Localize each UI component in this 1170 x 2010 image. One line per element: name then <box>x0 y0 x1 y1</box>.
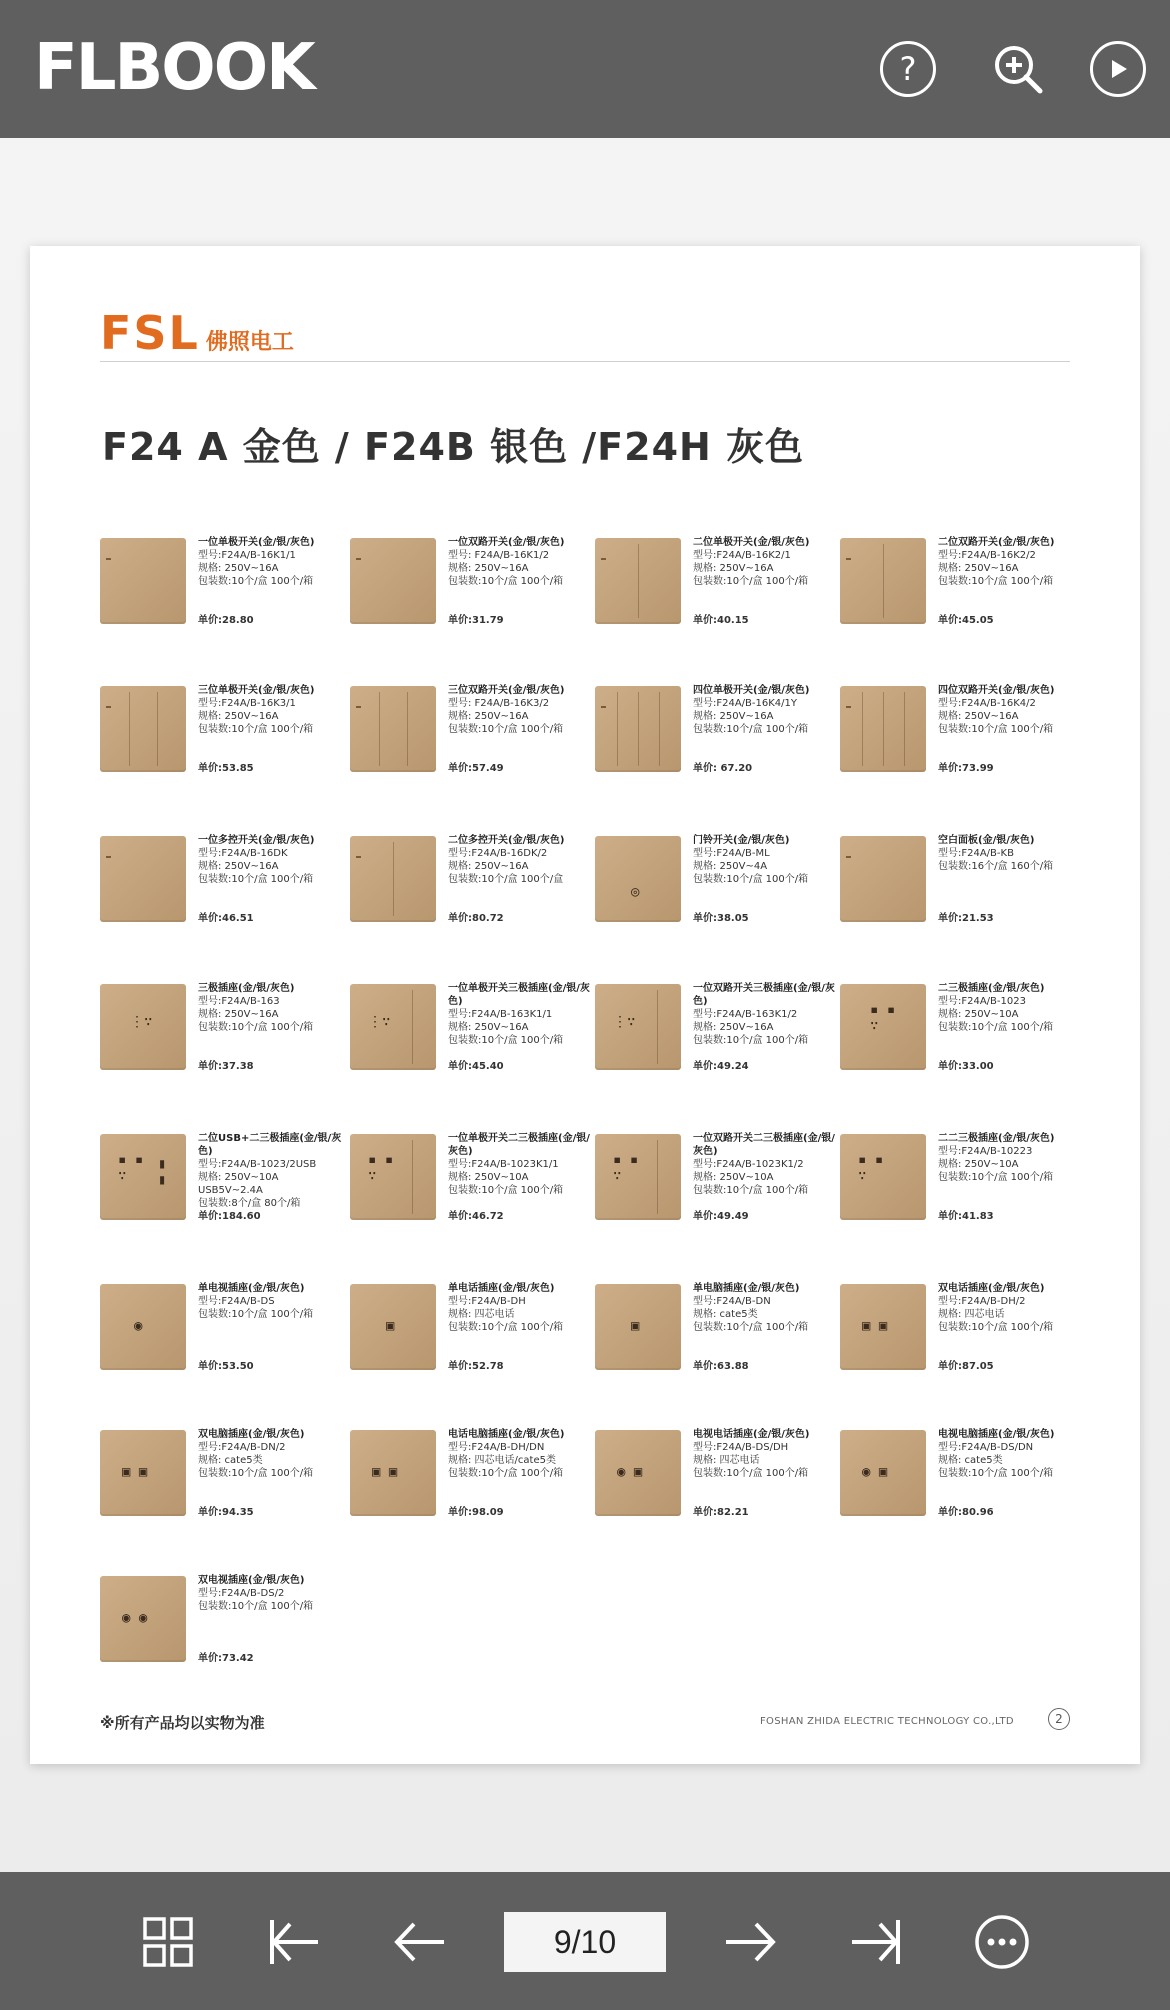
catalog-page <box>30 246 1140 1764</box>
product-model: 型号:F24A/B-1023K1/2 <box>693 1159 804 1170</box>
product-model: 型号:F24A/B-163K1/2 <box>693 1009 798 1020</box>
product-price: 单价:184.60 <box>198 1211 261 1222</box>
product-pack: 包装数:10个/盒 100个/箱 <box>198 1022 314 1033</box>
product-info <box>938 982 1083 1072</box>
product-name: 二三极插座(金/银/灰色) <box>938 983 1045 994</box>
footer-note: ※所有产品均以实物为准 <box>100 1714 265 1732</box>
product-name: 双电脑插座(金/银/灰色) <box>198 1429 305 1440</box>
product-info <box>198 1574 343 1664</box>
product-price: 单价:33.00 <box>938 1061 994 1072</box>
product-item <box>595 1428 840 1538</box>
product-pack: 包装数:10个/盒 100个/箱 <box>448 1322 564 1333</box>
product-pack: 包装数:10个/盒 100个/箱 <box>693 1185 809 1196</box>
product-model: 型号:F24A/B-DS/DH <box>693 1442 789 1453</box>
flbook-logo: FLBOOK <box>34 31 314 105</box>
product-info <box>198 834 343 924</box>
product-info <box>198 1132 343 1222</box>
product-model: 型号:F24A/B-16K2/1 <box>693 550 791 561</box>
product-item <box>840 834 1085 944</box>
product-image <box>840 686 926 772</box>
product-image: ⋮∵ <box>350 984 436 1070</box>
product-model: 型号:F24A/B-1023/2USB <box>198 1159 317 1170</box>
product-price: 单价:63.88 <box>693 1361 749 1372</box>
product-item <box>840 536 1085 646</box>
product-item <box>350 1428 595 1538</box>
product-model: 型号: F24A/B-16K3/2 <box>448 698 550 709</box>
product-model: 型号:F24A/B-DS <box>198 1296 275 1307</box>
product-name: 三极插座(金/银/灰色) <box>198 983 295 994</box>
product-image <box>100 686 186 772</box>
product-spec: 规格: 四芯电话 <box>938 1309 1005 1320</box>
top-toolbar <box>0 0 1170 138</box>
product-pack: 包装数:10个/盒 100个/箱 <box>693 1322 809 1333</box>
product-image: ⋮∵ <box>595 984 681 1070</box>
product-image: ▪ ▪ ∵ <box>840 1134 926 1220</box>
product-info <box>938 536 1083 626</box>
product-name: 双电话插座(金/银/灰色) <box>938 1283 1045 1294</box>
product-price: 单价:53.50 <box>198 1361 254 1372</box>
product-item <box>100 684 345 794</box>
product-model: 型号: F24A/B-16K1/2 <box>448 550 550 561</box>
page-number: 2 <box>1048 1708 1070 1730</box>
product-item <box>840 982 1085 1092</box>
product-image: ◎ <box>595 836 681 922</box>
product-model: 型号:F24A/B-DN <box>693 1296 771 1307</box>
product-image: ◉ <box>100 1284 186 1370</box>
product-info <box>693 684 838 774</box>
product-name: 双电视插座(金/银/灰色) <box>198 1575 305 1586</box>
product-image <box>595 538 681 624</box>
product-spec: 规格: cate5类 <box>693 1309 758 1320</box>
prev-page-icon[interactable] <box>388 1910 452 1974</box>
product-info <box>198 982 343 1072</box>
product-model: 型号:F24A/B-16DK <box>198 848 288 859</box>
product-image: ▣ <box>595 1284 681 1370</box>
product-pack: 包装数:8个/盒 80个/箱 <box>198 1198 301 1209</box>
product-price: 单价:37.38 <box>198 1061 254 1072</box>
product-item <box>840 1428 1085 1538</box>
product-pack: 包装数:10个/盒 100个/盒 <box>448 874 564 885</box>
product-info <box>448 684 593 774</box>
book-viewer[interactable] <box>0 138 1170 1872</box>
product-info <box>198 1282 343 1372</box>
product-spec: 规格: 250V~10A USB5V~2.4A <box>198 1172 279 1196</box>
product-image <box>595 686 681 772</box>
product-image: ▣ ▣ <box>100 1430 186 1516</box>
product-spec: 规格: 250V~10A <box>448 1172 529 1183</box>
product-price: 单价:45.40 <box>448 1061 504 1072</box>
product-spec: 规格: 250V~16A <box>198 563 279 574</box>
product-info <box>693 1428 838 1518</box>
product-info <box>938 834 1083 924</box>
product-price: 单价:53.85 <box>198 763 254 774</box>
product-image: ◉ ◉ <box>100 1576 186 1662</box>
product-name: 二位双路开关(金/银/灰色) <box>938 537 1055 548</box>
product-image <box>350 538 436 624</box>
product-pack: 包装数:10个/盒 100个/箱 <box>938 576 1054 587</box>
product-model: 型号:F24A/B-16K2/2 <box>938 550 1036 561</box>
product-model: 型号:F24A/B-163 <box>198 996 280 1007</box>
product-model: 型号:F24A/B-1023K1/1 <box>448 1159 559 1170</box>
product-pack: 包装数:10个/盒 100个/箱 <box>448 1035 564 1046</box>
product-pack: 包装数:10个/盒 100个/箱 <box>938 1322 1054 1333</box>
product-pack: 包装数:10个/盒 100个/箱 <box>693 724 809 735</box>
product-price: 单价:80.96 <box>938 1507 994 1518</box>
product-spec: 规格: 250V~16A <box>448 1022 529 1033</box>
product-item <box>840 684 1085 794</box>
product-info <box>693 1132 838 1222</box>
bottom-toolbar <box>0 1872 1170 2010</box>
product-model: 型号:F24A/B-KB <box>938 848 1014 859</box>
product-info <box>938 684 1083 774</box>
product-item <box>595 834 840 944</box>
product-name: 四位单极开关(金/银/灰色) <box>693 685 810 696</box>
product-item <box>100 834 345 944</box>
product-price: 单价:46.51 <box>198 913 254 924</box>
product-info <box>448 982 593 1072</box>
product-name: 一位单极开关二三极插座(金/银/灰色) <box>448 1133 590 1157</box>
product-price: 单价:98.09 <box>448 1507 504 1518</box>
product-name: 二二三极插座(金/银/灰色) <box>938 1133 1055 1144</box>
first-page-icon[interactable] <box>262 1910 326 1974</box>
product-spec: 规格: cate5类 <box>198 1455 263 1466</box>
product-name: 电视电脑插座(金/银/灰色) <box>938 1429 1055 1440</box>
product-model: 型号:F24A/B-DS/DN <box>938 1442 1034 1453</box>
product-pack: 包装数:10个/盒 100个/箱 <box>198 724 314 735</box>
product-spec: 包装数:10个/盒 100个/箱 <box>198 1309 314 1320</box>
product-pack: 包装数:10个/盒 100个/箱 <box>693 576 809 587</box>
product-model: 型号:F24A/B-DH/2 <box>938 1296 1026 1307</box>
product-price: 单价:38.05 <box>693 913 749 924</box>
product-item <box>595 536 840 646</box>
product-info <box>198 536 343 626</box>
product-image: ▪ ▪ ∵ <box>595 1134 681 1220</box>
product-spec: 规格: 四芯电话 <box>448 1309 515 1320</box>
product-spec: 规格: 250V~10A <box>693 1172 774 1183</box>
brand-name: FSL <box>100 306 200 360</box>
product-name: 空白面板(金/银/灰色) <box>938 835 1035 846</box>
product-item <box>100 1282 345 1392</box>
product-image <box>350 836 436 922</box>
product-spec: 规格: 250V~16A <box>448 861 529 872</box>
product-price: 单价: 67.20 <box>693 763 753 774</box>
product-item <box>840 1282 1085 1392</box>
product-spec: 规格: cate5类 <box>938 1455 1003 1466</box>
next-page-icon[interactable] <box>718 1910 782 1974</box>
help-icon[interactable]: ? <box>880 41 936 97</box>
product-name: 一位单极开关三极插座(金/银/灰色) <box>448 983 590 1007</box>
product-model: 型号:F24A/B-DH <box>448 1296 526 1307</box>
product-price: 单价:49.24 <box>693 1061 749 1072</box>
product-spec: 规格: 250V~16A <box>938 711 1019 722</box>
product-name: 三位单极开关(金/银/灰色) <box>198 685 315 696</box>
product-info <box>693 1282 838 1372</box>
product-item <box>350 982 595 1092</box>
product-name: 电视电话插座(金/银/灰色) <box>693 1429 810 1440</box>
product-image <box>100 836 186 922</box>
product-price: 单价:87.05 <box>938 1361 994 1372</box>
product-item <box>100 1132 345 1242</box>
last-page-icon[interactable] <box>844 1910 908 1974</box>
product-spec: 规格: 250V~16A <box>448 563 529 574</box>
product-price: 单价:28.80 <box>198 615 254 626</box>
product-item <box>100 1574 345 1684</box>
product-item <box>595 1132 840 1242</box>
product-info <box>198 1428 343 1518</box>
product-price: 单价:49.49 <box>693 1211 749 1222</box>
product-name: 一位双路开关三极插座(金/银/灰色) <box>693 983 835 1007</box>
product-pack: 包装数:10个/盒 100个/箱 <box>938 1022 1054 1033</box>
product-info <box>198 684 343 774</box>
product-spec: 规格: 250V~10A <box>938 1159 1019 1170</box>
product-info <box>448 536 593 626</box>
product-price: 单价:40.15 <box>693 615 749 626</box>
product-spec: 规格: 250V~16A <box>448 711 529 722</box>
product-name: 一位多控开关(金/银/灰色) <box>198 835 315 846</box>
product-spec: 规格: 250V~16A <box>198 1009 279 1020</box>
product-item <box>595 1282 840 1392</box>
product-pack: 包装数:10个/盒 100个/箱 <box>198 576 314 587</box>
more-icon[interactable] <box>970 1910 1034 1974</box>
product-name: 电话电脑插座(金/银/灰色) <box>448 1429 565 1440</box>
product-item <box>350 536 595 646</box>
thumbnails-icon[interactable] <box>136 1910 200 1974</box>
product-name: 单电话插座(金/银/灰色) <box>448 1283 555 1294</box>
product-pack: 包装数:10个/盒 100个/箱 <box>693 874 809 885</box>
product-model: 型号:F24A/B-16K3/1 <box>198 698 296 709</box>
product-spec: 规格: 250V~16A <box>693 563 774 574</box>
product-item <box>350 1132 595 1242</box>
product-model: 型号:F24A/B-10223 <box>938 1146 1033 1157</box>
product-model: 型号:F24A/B-16K4/1Y <box>693 698 798 709</box>
product-pack: 包装数:10个/盒 100个/箱 <box>693 1035 809 1046</box>
product-info <box>938 1428 1083 1518</box>
product-pack: 包装数:10个/盒 100个/箱 <box>198 1468 314 1479</box>
product-pack: 包装数:10个/盒 100个/箱 <box>938 1172 1054 1183</box>
product-info <box>448 834 593 924</box>
product-model: 型号:F24A/B-16DK/2 <box>448 848 548 859</box>
product-info <box>938 1282 1083 1372</box>
product-name: 二位多控开关(金/银/灰色) <box>448 835 565 846</box>
product-item <box>350 834 595 944</box>
product-model: 型号:F24A/B-163K1/1 <box>448 1009 553 1020</box>
product-price: 单价:73.99 <box>938 763 994 774</box>
product-pack: 包装数:10个/盒 100个/箱 <box>448 724 564 735</box>
product-spec: 规格: 四芯电话/cate5类 <box>448 1455 556 1466</box>
product-name: 单电脑插座(金/银/灰色) <box>693 1283 800 1294</box>
product-pack: 包装数:10个/盒 100个/箱 <box>693 1468 809 1479</box>
product-spec: 规格: 四芯电话 <box>693 1455 760 1466</box>
product-model: 型号:F24A/B-DN/2 <box>198 1442 286 1453</box>
product-price: 单价:21.53 <box>938 913 994 924</box>
product-pack: 包装数:10个/盒 100个/箱 <box>448 576 564 587</box>
product-spec: 规格: 250V~16A <box>693 711 774 722</box>
product-model: 型号:F24A/B-16K1/1 <box>198 550 296 561</box>
product-pack: 包装数:10个/盒 100个/箱 <box>198 874 314 885</box>
product-item <box>595 684 840 794</box>
product-item <box>350 1282 595 1392</box>
product-item <box>100 1428 345 1538</box>
product-info <box>693 982 838 1072</box>
product-pack: 包装数:10个/盒 100个/箱 <box>448 1468 564 1479</box>
product-pack: 包装数:10个/盒 100个/箱 <box>938 724 1054 735</box>
product-price: 单价:82.21 <box>693 1507 749 1518</box>
product-name: 二位单极开关(金/银/灰色) <box>693 537 810 548</box>
product-image: ⋮∵ <box>100 984 186 1070</box>
product-spec: 包装数:10个/盒 100个/箱 <box>198 1601 314 1612</box>
product-spec: 规格: 250V~10A <box>938 1009 1019 1020</box>
product-image <box>100 538 186 624</box>
product-info <box>448 1428 593 1518</box>
product-model: 型号:F24A/B-1023 <box>938 996 1026 1007</box>
series-title: F24 A 金色 / F24B 银色 /F24H 灰色 <box>102 425 805 469</box>
product-price: 单价:31.79 <box>448 615 504 626</box>
product-item <box>100 982 345 1092</box>
product-pack: 包装数:10个/盒 100个/箱 <box>448 1185 564 1196</box>
zoom-in-icon[interactable] <box>990 41 1046 97</box>
product-image <box>840 538 926 624</box>
product-image: ▪ ▪ ∵ <box>840 984 926 1070</box>
product-name: 四位双路开关(金/银/灰色) <box>938 685 1055 696</box>
product-image <box>840 836 926 922</box>
product-name: 二位USB+二三极插座(金/银/灰色) <box>198 1133 342 1157</box>
product-name: 一位双路开关二三极插座(金/银/灰色) <box>693 1133 835 1157</box>
product-model: 型号:F24A/B-ML <box>693 848 770 859</box>
product-image: ▣ ▣ <box>840 1284 926 1370</box>
product-price: 单价:57.49 <box>448 763 504 774</box>
product-item <box>350 684 595 794</box>
product-image: ▪ ▪ ∵ ▮ ▮ <box>100 1134 186 1220</box>
brand-cn-name: 佛照电工 <box>205 330 294 355</box>
product-spec: 规格: 250V~16A <box>693 1022 774 1033</box>
product-name: 单电视插座(金/银/灰色) <box>198 1283 305 1294</box>
brand-logo <box>100 306 294 360</box>
header-divider <box>100 361 1070 362</box>
product-item <box>840 1132 1085 1242</box>
product-image: ◉ ▣ <box>840 1430 926 1516</box>
product-model: 型号:F24A/B-DH/DN <box>448 1442 545 1453</box>
product-info <box>693 536 838 626</box>
product-info <box>448 1282 593 1372</box>
play-icon[interactable] <box>1090 41 1146 97</box>
product-image <box>350 686 436 772</box>
product-info <box>938 1132 1083 1222</box>
product-price: 单价:52.78 <box>448 1361 504 1372</box>
product-price: 单价:73.42 <box>198 1653 254 1664</box>
product-spec: 规格: 250V~16A <box>198 711 279 722</box>
product-image: ▣ <box>350 1284 436 1370</box>
product-image: ▪ ▪ ∵ <box>350 1134 436 1220</box>
product-spec: 规格: 250V~4A <box>693 861 768 872</box>
product-model: 型号:F24A/B-DS/2 <box>198 1588 285 1599</box>
product-item <box>100 536 345 646</box>
product-info <box>448 1132 593 1222</box>
product-spec: 规格: 250V~16A <box>198 861 279 872</box>
product-name: 一位单极开关(金/银/灰色) <box>198 537 315 548</box>
product-price: 单价:41.83 <box>938 1211 994 1222</box>
product-pack: 包装数:10个/盒 100个/箱 <box>938 1468 1054 1479</box>
product-image: ◉ ▣ <box>595 1430 681 1516</box>
product-model: 型号:F24A/B-16K4/2 <box>938 698 1036 709</box>
product-name: 三位双路开关(金/银/灰色) <box>448 685 565 696</box>
product-price: 单价:94.35 <box>198 1507 254 1518</box>
product-name: 一位双路开关(金/银/灰色) <box>448 537 565 548</box>
product-name: 门铃开关(金/银/灰色) <box>693 835 790 846</box>
product-price: 单价:45.05 <box>938 615 994 626</box>
product-spec: 规格: 250V~16A <box>938 563 1019 574</box>
product-item <box>595 982 840 1092</box>
product-image: ▣ ▣ <box>350 1430 436 1516</box>
product-price: 单价:46.72 <box>448 1211 504 1222</box>
product-spec: 包装数:16个/盒 160个/箱 <box>938 861 1054 872</box>
footer-company: FOSHAN ZHIDA ELECTRIC TECHNOLOGY CO.,LTD <box>760 1716 1014 1727</box>
page-indicator[interactable]: 9/10 <box>504 1912 666 1972</box>
product-price: 单价:80.72 <box>448 913 504 924</box>
product-info <box>693 834 838 924</box>
